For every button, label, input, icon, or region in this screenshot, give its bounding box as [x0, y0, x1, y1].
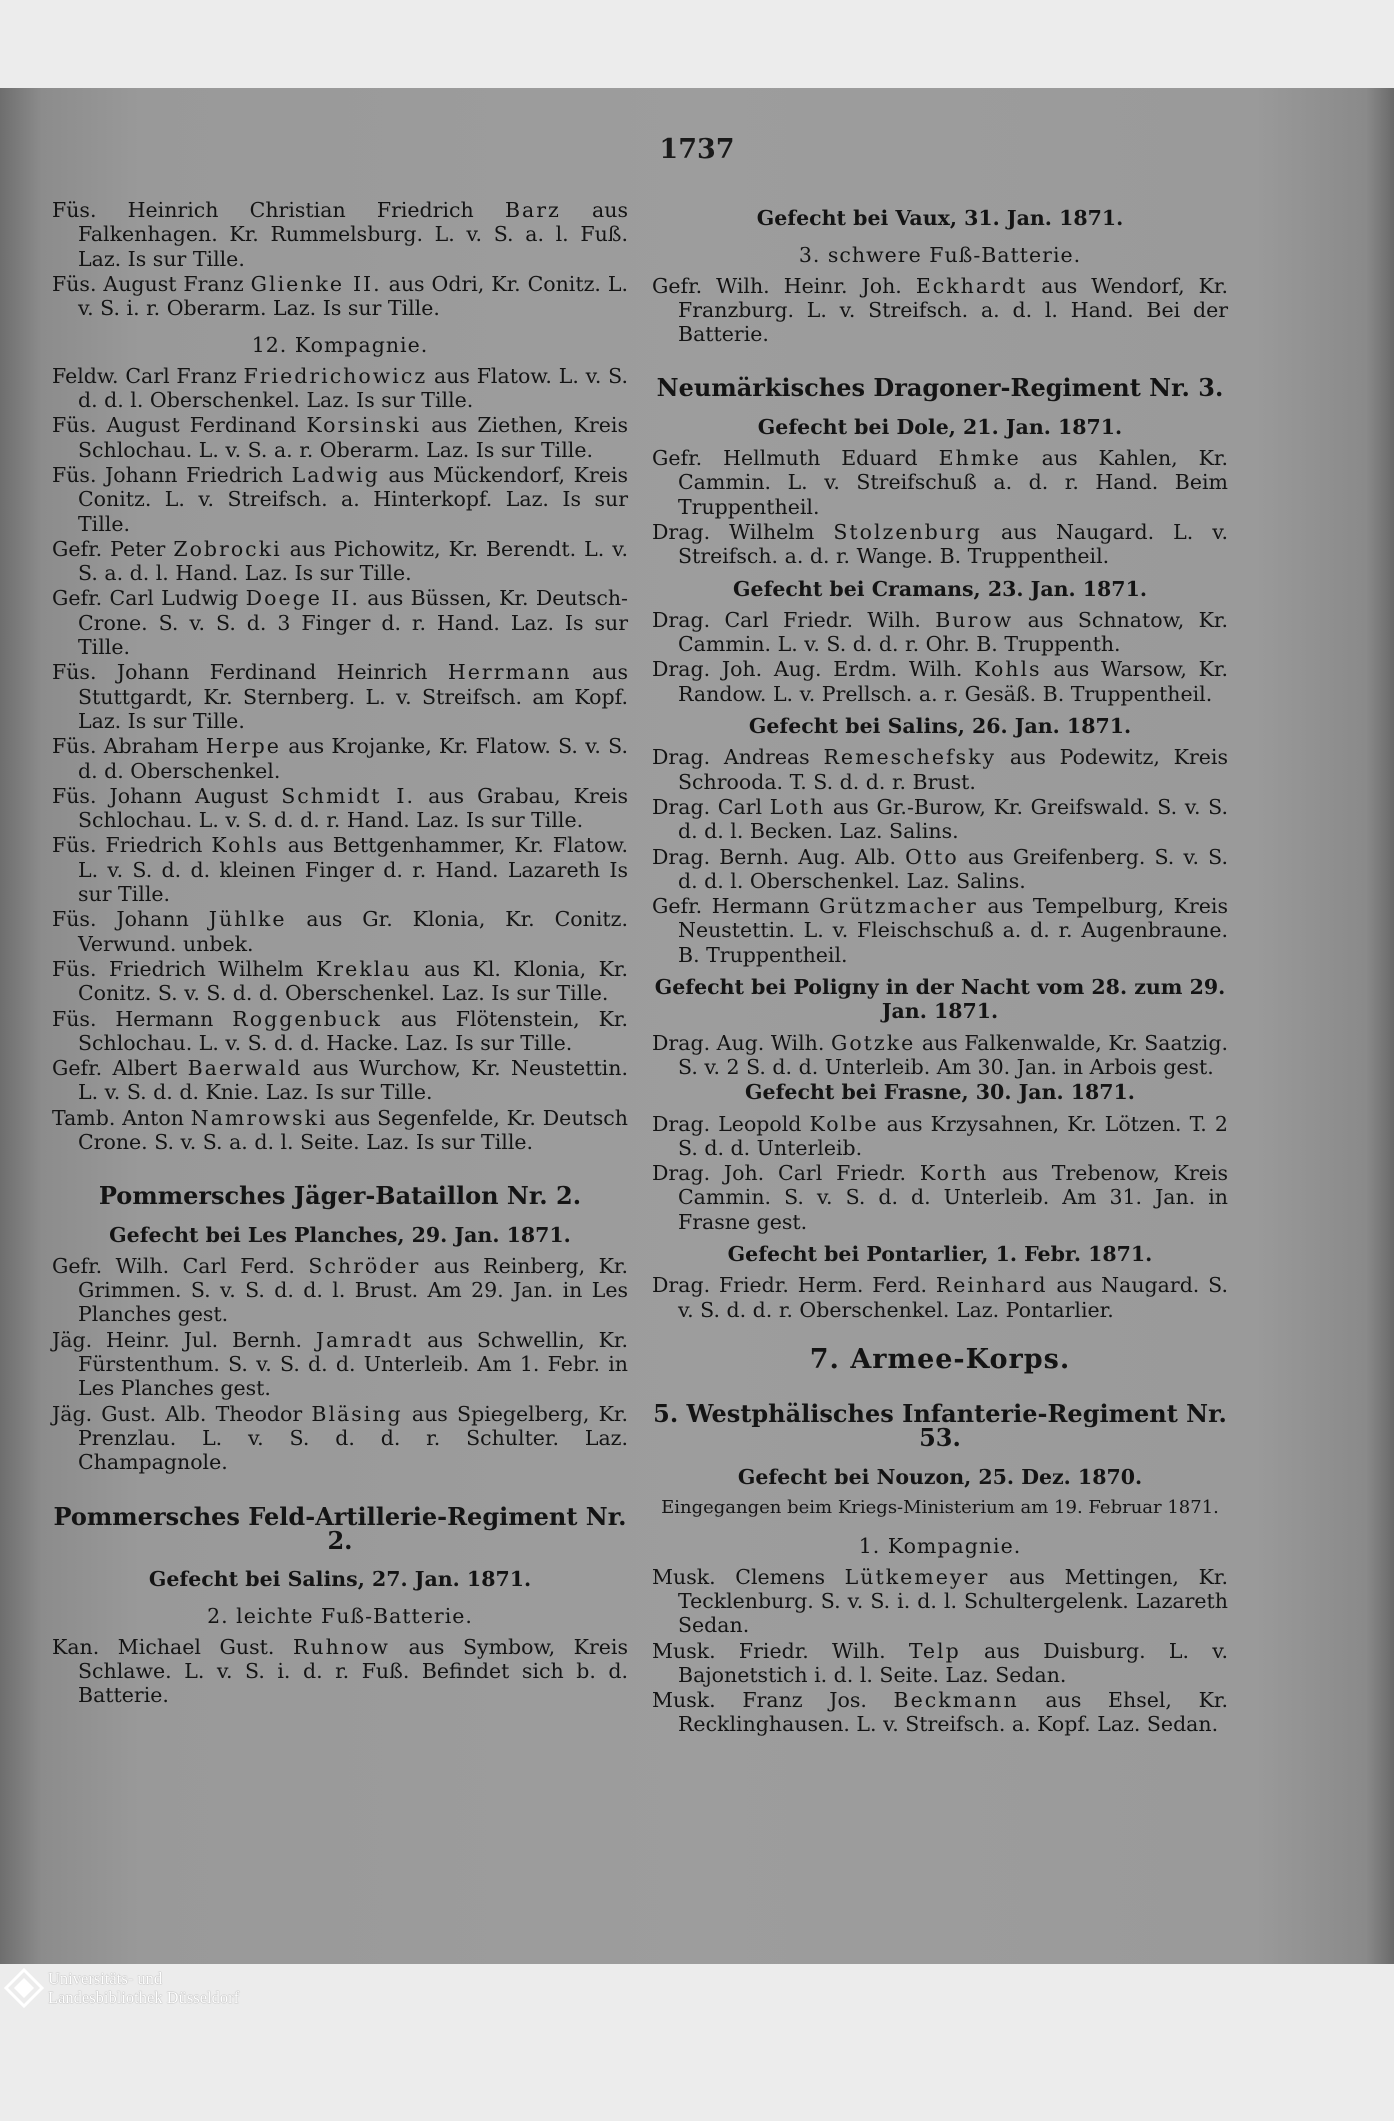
casualty-entry [652, 520, 1228, 569]
battle-heading: Gefecht bei Salins, 27. Jan. 1871. [148, 1567, 532, 1592]
casualty-entry [652, 1161, 1228, 1234]
entry-details: aus Pichowitz, Kr. Berendt. L. v. S. a. d. l. Hand. Laz. Is sur Tille. [78, 536, 628, 586]
entry-details: aus Schwellin, Kr. Fürstenthum. S. v. S. d. d. Unterleib. Am 1. Febr. in Les Planches gest. [78, 1327, 628, 1401]
entry-rank-forename: Füs. Friedrich [52, 833, 203, 858]
entry-rank-forename: Drag. Andreas [652, 745, 810, 770]
casualty-entry [52, 198, 628, 271]
entry-details: aus Gr. Klonia, Kr. Conitz. Verwund. unbek. [78, 907, 628, 956]
entry-surname: Kreklau [315, 956, 412, 981]
casualty-entry [52, 833, 628, 906]
entry-details: aus Bettgenhammer, Kr. Flatow. L. v. S. d. d. kleinen Finger d. r. Hand. Lazareth Is sur Tille. [78, 833, 628, 907]
entry-rank-forename: Tamb. Anton [52, 1105, 184, 1130]
entry-details: aus Naugard. L. v. Streifsch. a. d. r. Wange. B. Truppentheil. [678, 519, 1228, 569]
entry-surname: Baerwald [187, 1056, 303, 1081]
right-column [652, 198, 1228, 1738]
entry-rank-forename: Füs. Johann [52, 907, 189, 932]
entry-details: aus Naugard. S. v. S. d. d. r. Oberschenkel. Laz. Pontarlier. [678, 1273, 1229, 1322]
library-name [48, 1969, 239, 2007]
entry-rank-forename: Jäg. Heinr. Jul. Bernh. [52, 1327, 303, 1352]
entry-details: aus Greifenberg. S. v. S. d. d. l. Oberschenkel. Laz. Salins. [678, 844, 1228, 893]
casualty-entry [652, 1112, 1228, 1161]
entry-details: aus Ehsel, Kr. Recklinghausen. L. v. Streifsch. a. Kopf. Laz. Sedan. [678, 1688, 1228, 1737]
entry-surname: Grützmacher [819, 894, 978, 919]
entry-surname: Herrmann [447, 660, 572, 685]
entry-details: aus Krojanke, Kr. Flatow. S. v. S. d. d. Oberschenkel. [78, 734, 628, 783]
battle-heading: Gefecht bei Vaux, 31. Jan. 1871. [756, 206, 1124, 230]
corps-heading: 7. Armee-Korps. [809, 1343, 1071, 1375]
entry-details: aus Wurchow, Kr. Neustettin. L. v. S. d. d. Knie. Laz. Is sur Tille. [78, 1056, 628, 1105]
entry-surname: Ladwig [291, 462, 380, 487]
entry-surname: Jamradt [315, 1327, 414, 1352]
entry-rank-forename: Drag. Leopold [652, 1111, 802, 1136]
entry-surname: Beckmann [893, 1688, 1019, 1713]
battle-heading: Gefecht bei Dole, 21. Jan. 1871. [757, 414, 1123, 439]
casualty-entry [652, 845, 1228, 894]
entry-rank-forename: Gefr. Carl Ludwig [52, 586, 239, 611]
casualty-entry [52, 413, 628, 462]
casualty-entry [52, 586, 628, 659]
entry-rank-forename: Gefr. Albert [52, 1056, 178, 1081]
entry-surname: Jühlke [208, 907, 287, 932]
entry-details: aus Spiegelberg, Kr. Prenzlau. L. v. S. d. d. r. Schulter. Laz. Champagnole. [78, 1401, 628, 1475]
casualty-entry [652, 1639, 1228, 1688]
casualty-entry [52, 734, 628, 783]
entry-rank-forename: Füs. August Franz [52, 271, 244, 296]
scanned-page [0, 88, 1394, 1964]
entry-rank-forename: Drag. Carl Friedr. Wilh. [652, 607, 921, 632]
entry-details: aus Trebenow, Kreis Cammin. S. v. S. d. d. Unterleib. Am 31. Jan. in Frasne gest. [678, 1161, 1228, 1234]
entry-rank-forename: Kan. Michael Gust. [52, 1634, 275, 1659]
page-number: 1737 [659, 134, 735, 165]
casualty-entry [52, 1328, 628, 1401]
entry-details: aus Mettingen, Kr. Tecklenburg. S. v. S. i. d. l. Schultergelenk. Lazareth Sedan. [678, 1564, 1228, 1638]
regiment-heading: Pommersches Jäger-Bataillon Nr. 2. [98, 1181, 582, 1211]
entry-details: aus Kahlen, Kr. Cammin. L. v. Streifschuß a. d. r. Hand. Beim Truppentheil. [678, 446, 1228, 519]
casualty-entry [52, 784, 628, 833]
casualty-entry [52, 537, 628, 586]
casualty-entry [52, 1106, 628, 1155]
casualty-entry [52, 660, 628, 733]
casualty-entry [652, 1273, 1228, 1322]
entry-rank-forename: Füs. Johann Ferdinand Heinrich [52, 660, 428, 685]
entry-surname: Eckhardt [915, 273, 1028, 298]
casualty-entry [52, 1254, 628, 1327]
battle-heading: Gefecht bei Poligny in der Nacht vom 28. zum 29. Jan. 1871. [654, 975, 1226, 1024]
company-heading: 2. leichte Fuß-Batterie. [207, 1604, 473, 1629]
entry-details: aus Krzysahnen, Kr. Lötzen. T. 2 S. d. d. Unterleib. [678, 1111, 1228, 1160]
company-heading: 12. Kompagnie. [251, 333, 429, 358]
casualty-entry [652, 608, 1228, 657]
casualty-entry [652, 894, 1228, 967]
entry-rank-forename: Drag. Joh. Aug. Erdm. Wilh. [652, 657, 963, 682]
entry-details: aus Falkenhagen. Kr. Rummelsburg. L. v. S. a. l. Fuß. Laz. Is sur Tille. [78, 198, 628, 271]
library-name-line1: Universitäts- und [48, 1968, 163, 1988]
casualty-entry [52, 463, 628, 536]
entry-surname: Burow [935, 607, 1014, 632]
entry-rank-forename: Drag. Carl [652, 794, 763, 819]
entry-details: aus Mückendorf, Kreis Conitz. L. v. Streifsch. a. Hinterkopf. Laz. Is sur Tille. [78, 462, 628, 536]
entry-details: aus Schnatow, Kr. Cammin. L. v. S. d. d. r. Ohr. B. Truppenth. [678, 607, 1228, 657]
receipt-note: Eingegangen beim Kriegs-Ministerium am 19. Februar 1871. [661, 1497, 1219, 1519]
entry-rank-forename: Gefr. Peter [52, 536, 166, 561]
entry-surname: Namrowski [190, 1105, 328, 1130]
entry-rank-forename: Füs. Heinrich Christian Friedrich [52, 198, 474, 222]
regiment-heading: 5. Westphälisches Infanterie-Regiment Nr. 53. [653, 1399, 1227, 1453]
casualty-entry [652, 657, 1228, 706]
casualty-entry [52, 1635, 628, 1708]
entry-surname: Glienke II. [250, 271, 382, 296]
left-column [52, 198, 628, 1709]
entry-rank-forename: Gefr. Hermann [652, 894, 810, 919]
casualty-entry [52, 1402, 628, 1475]
entry-rank-forename: Gefr. Hellmuth Eduard [652, 446, 918, 471]
entry-surname: Barz [504, 198, 561, 222]
casualty-entry [652, 1031, 1228, 1080]
entry-details: aus Wendorf, Kr. Franzburg. L. v. Streifsch. a. d. l. Hand. Bei der Batterie. [678, 273, 1228, 347]
entry-surname: Loth [769, 794, 826, 819]
entry-details: aus Flatow. L. v. S. d. d. l. Oberschenkel. Laz. Is sur Tille. [78, 363, 628, 413]
casualty-entry [652, 274, 1228, 347]
entry-details: aus Büssen, Kr. Deutsch-Crone. S. v. S. d. 3 Finger d. r. Hand. Laz. Is sur Tille. [78, 586, 628, 660]
casualty-entry [652, 745, 1228, 794]
casualty-entry [52, 907, 628, 956]
battle-heading: Gefecht bei Frasne, 30. Jan. 1871. [745, 1080, 1135, 1105]
ulb-duesseldorf-logo-icon [2, 1966, 46, 2010]
entry-details: aus Duisburg. L. v. Bajonetstich i. d. l. Seite. Laz. Sedan. [678, 1638, 1228, 1687]
library-name-line2: Landesbibliothek Düsseldorf [48, 1987, 240, 2007]
entry-rank-forename: Füs. Abraham [52, 734, 199, 759]
entry-surname: Stolzenburg [833, 519, 982, 544]
entry-surname: Gotzke [830, 1030, 916, 1055]
entry-details: aus Segenfelde, Kr. Deutsch Crone. S. v. S. a. d. l. Seite. Laz. Is sur Tille. [78, 1105, 628, 1154]
entry-details: aus Gr.-Burow, Kr. Greifswald. S. v. S. d. d. l. Becken. Laz. Salins. [678, 794, 1228, 844]
company-heading: 3. schwere Fuß-Batterie. [798, 243, 1082, 268]
battle-heading: Gefecht bei Pontarlier, 1. Febr. 1871. [727, 1241, 1153, 1266]
battle-heading: Gefecht bei Nouzon, 25. Dez. 1870. [737, 1464, 1143, 1489]
entry-rank-forename: Musk. Clemens [652, 1564, 825, 1589]
entry-rank-forename: Gefr. Wilh. Carl Ferd. [52, 1253, 295, 1278]
entry-surname: Doege II. [245, 586, 360, 611]
casualty-entry [652, 1688, 1228, 1737]
casualty-entry [652, 795, 1228, 844]
casualty-entry [52, 364, 628, 413]
entry-surname: Schröder [308, 1253, 421, 1278]
entry-surname: Ehmke [938, 446, 1021, 471]
entry-surname: Remeschefsky [823, 745, 997, 770]
entry-details: aus Kl. Klonia, Kr. Conitz. S. v. S. d. d. Oberschenkel. Laz. Is sur Tille. [78, 956, 628, 1006]
entry-surname: Otto [905, 844, 959, 869]
entry-details: aus Symbow, Kreis Schlawe. L. v. S. i. d. r. Fuß. Befindet sich b. d. Batterie. [78, 1634, 628, 1708]
regiment-heading: Neumärkisches Dragoner-Regiment Nr. 3. [656, 373, 1224, 403]
entry-surname: Zobrocki [173, 536, 282, 561]
library-logo[interactable] [0, 1960, 300, 2015]
entry-rank-forename: Füs. Hermann [52, 1006, 214, 1031]
entry-details: aus Podewitz, Kreis Schrooda. T. S. d. d. r. Brust. [678, 745, 1228, 794]
entry-details: aus Tempelburg, Kreis Neustettin. L. v. Fleischschuß a. d. r. Augenbraune. B. Truppentheil. [678, 894, 1228, 967]
entry-rank-forename: Drag. Joh. Carl Friedr. [652, 1161, 907, 1186]
entry-surname: Kolbe [809, 1111, 879, 1136]
battle-heading: Gefecht bei Cramans, 23. Jan. 1871. [733, 576, 1147, 601]
entry-rank-forename: Gefr. Wilh. Heinr. Joh. [652, 273, 902, 298]
entry-details: aus Ziethen, Kreis Schlochau. L. v. S. a. r. Oberarm. Laz. Is sur Tille. [78, 413, 628, 462]
regiment-heading: Pommersches Feld-Artillerie-Regiment Nr. 2. [53, 1501, 627, 1555]
entry-details: aus Flötenstein, Kr. Schlochau. L. v. S. d. d. Hacke. Laz. Is sur Tille. [78, 1006, 628, 1055]
entry-surname: Kohls [211, 833, 279, 858]
casualty-entry [652, 446, 1228, 519]
entry-surname: Reinhard [935, 1273, 1048, 1298]
casualty-entry [652, 1565, 1228, 1638]
entry-rank-forename: Jäg. Gust. Alb. Theodor [52, 1401, 303, 1426]
entry-surname: Friedrichowicz [243, 363, 428, 388]
entry-rank-forename: Drag. Aug. Wilh. [652, 1030, 825, 1055]
entry-rank-forename: Füs. Johann Friedrich [52, 462, 283, 487]
entry-rank-forename: Füs. August Ferdinand [52, 413, 297, 438]
entry-rank-forename: Füs. Friedrich Wilhelm [52, 956, 304, 981]
entry-surname: Korth [919, 1161, 989, 1186]
entry-details: aus Grabau, Kreis Schlochau. L. v. S. d. d. r. Hand. Laz. Is sur Tille. [78, 783, 629, 833]
casualty-entry [52, 1007, 628, 1056]
entry-surname: Bläsing [311, 1401, 403, 1426]
entry-details: aus Reinberg, Kr. Grimmen. S. v. S. d. d. l. Brust. Am 29. Jan. in Les Planches gest. [78, 1253, 628, 1327]
entry-details: aus Odri, Kr. Conitz. L. v. S. i. r. Oberarm. Laz. Is sur Tille. [78, 271, 628, 321]
entry-rank-forename: Feldw. Carl Franz [52, 363, 237, 388]
entry-details: aus Warsow, Kr. Randow. L. v. Prellsch. a. r. Gesäß. B. Truppentheil. [678, 657, 1228, 706]
entry-surname: Lütkemeyer [844, 1564, 990, 1589]
entry-surname: Roggenbuck [232, 1006, 382, 1031]
entry-rank-forename: Drag. Wilhelm [652, 519, 815, 544]
entry-rank-forename: Drag. Bernh. Aug. Alb. [652, 844, 896, 869]
casualty-entry [52, 1056, 628, 1105]
battle-heading: Gefecht bei Les Planches, 29. Jan. 1871. [109, 1222, 571, 1247]
casualty-entry [52, 272, 628, 321]
entry-surname: Herpe [205, 734, 281, 759]
entry-rank-forename: Drag. Friedr. Herm. Ferd. [652, 1273, 927, 1298]
entry-surname: Korsinski [306, 413, 422, 438]
entry-surname: Telp [908, 1638, 961, 1663]
company-heading: 1. Kompagnie. [858, 1534, 1022, 1559]
entry-surname: Ruhnow [292, 1634, 390, 1659]
entry-rank-forename: Füs. Johann August [52, 783, 269, 808]
entry-rank-forename: Musk. Franz Jos. [652, 1688, 867, 1713]
entry-surname: Schmidt I. [281, 783, 416, 808]
entry-details: aus Stuttgardt, Kr. Sternberg. L. v. Streifsch. am Kopf. Laz. Is sur Tille. [78, 660, 628, 733]
casualty-entry [52, 957, 628, 1006]
entry-details: aus Falkenwalde, Kr. Saatzig. S. v. 2 S. d. d. Unterleib. Am 30. Jan. in Arbois gest. [678, 1030, 1228, 1079]
battle-heading: Gefecht bei Salins, 26. Jan. 1871. [748, 714, 1132, 739]
entry-surname: Kohls [974, 657, 1042, 682]
entry-rank-forename: Musk. Friedr. Wilh. [652, 1638, 886, 1663]
